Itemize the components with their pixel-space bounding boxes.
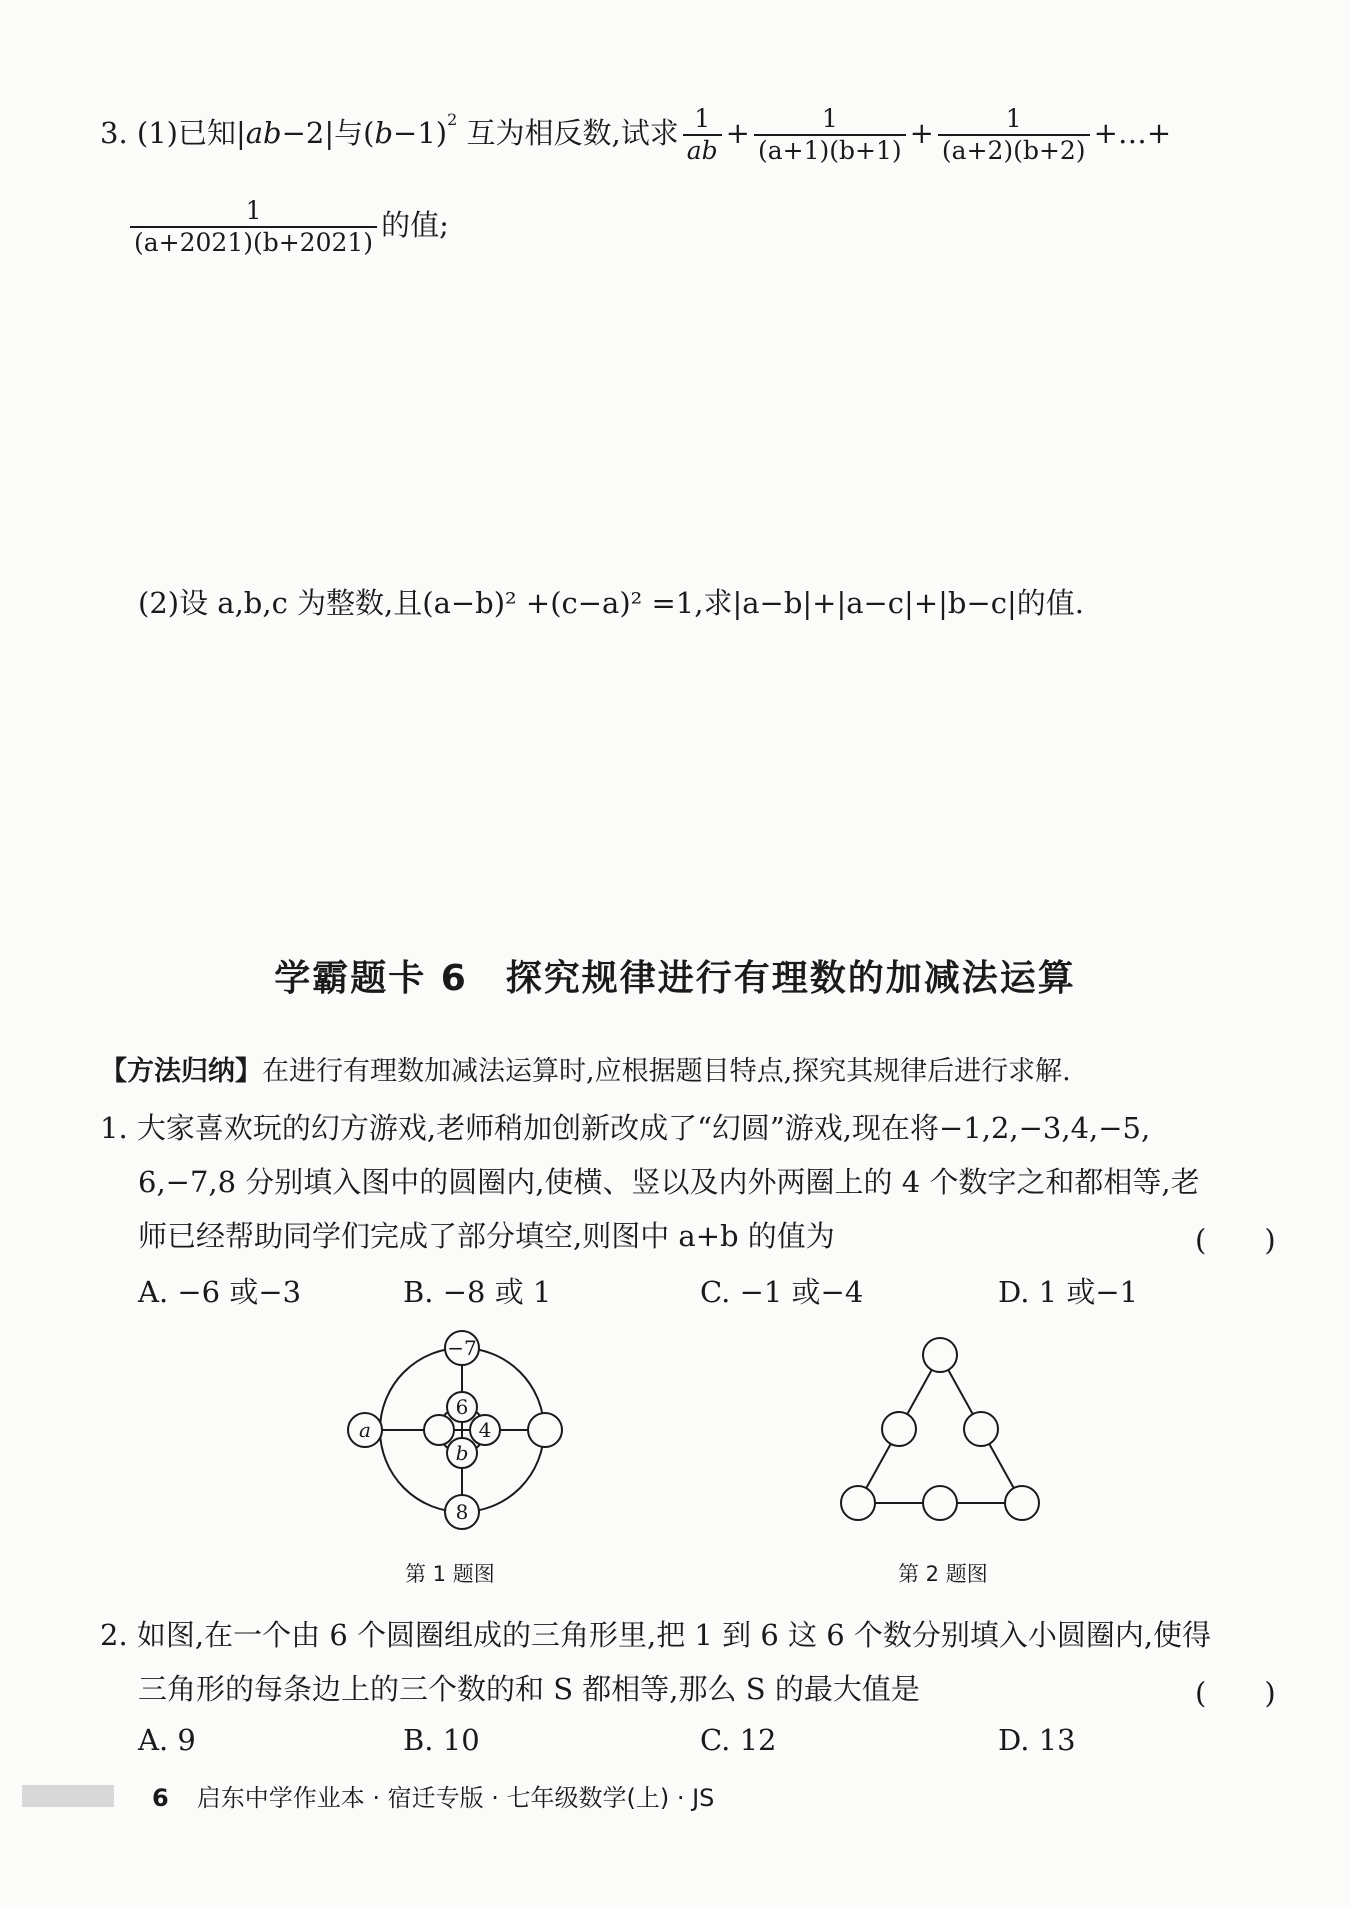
fraction-2-denominator: (a+1)(b+1) xyxy=(754,134,906,166)
method-summary xyxy=(100,1052,1071,1092)
fraction-1-denominator: ab xyxy=(683,134,722,166)
q3-prefix: 3. (1)已知| xyxy=(100,116,246,150)
circle-bottom-mid xyxy=(923,1486,957,1520)
ellipsis-sum: +…+ xyxy=(1093,116,1172,150)
fraction-1 xyxy=(683,104,722,166)
q2-line2: 三角形的每条边上的三个数的和 S 都相等,那么 S 的最大值是 xyxy=(138,1672,920,1706)
figure-1-caption: 第 1 题图 xyxy=(405,1562,495,1586)
method-text: 在进行有理数加减法运算时,应根据题目特点,探究其规律后进行求解. xyxy=(262,1056,1071,1087)
section-title: 学霸题卡 6 探究规律进行有理数的加减法运算 xyxy=(274,958,1076,999)
footer-text: 启东中学作业本 · 宿迁专版 · 七年级数学(上) · JS xyxy=(196,1784,715,1812)
fraction-4 xyxy=(130,196,377,258)
fraction-4-denominator: (a+2021)(b+2021) xyxy=(130,226,377,258)
q2-option-b: B. 10 xyxy=(403,1723,480,1757)
q3-minus1: −1) xyxy=(393,116,448,150)
q3-b: b xyxy=(374,116,394,150)
q3-line2 xyxy=(130,196,449,258)
label-bottom: 8 xyxy=(455,1500,469,1524)
page-footer xyxy=(152,1778,714,1813)
figure-2-caption: 第 2 题图 xyxy=(898,1562,988,1586)
label-inner-right: 4 xyxy=(478,1418,492,1442)
q3-ab: ab xyxy=(245,116,282,150)
circle-right-mid xyxy=(964,1412,998,1446)
circle-bottom-left xyxy=(841,1486,875,1520)
fraction-4-numerator: 1 xyxy=(245,196,262,225)
figure-2-triangle xyxy=(830,1335,1050,1530)
page-number: 6 xyxy=(152,1784,169,1812)
circle-left-mid xyxy=(882,1412,916,1446)
plus-sign: + xyxy=(725,116,750,150)
q2-answer-paren: ( ) xyxy=(1195,1676,1276,1710)
label-top: −7 xyxy=(447,1336,477,1360)
label-inner-top: 6 xyxy=(455,1395,469,1419)
fraction-3-denominator: (a+2)(b+2) xyxy=(938,134,1090,166)
q2-option-c: C. 12 xyxy=(700,1723,777,1757)
fraction-3-numerator: 1 xyxy=(1005,104,1022,133)
circle-bottom-right xyxy=(1005,1486,1039,1520)
label-inner-bottom: b xyxy=(455,1441,469,1465)
q3-square: 2 xyxy=(447,110,458,129)
fraction-2 xyxy=(754,104,906,166)
q1-option-d: D. 1 或−1 xyxy=(998,1275,1139,1309)
fraction-2-numerator: 1 xyxy=(821,104,838,133)
q3-line1 xyxy=(100,104,1171,166)
q1-answer-paren: ( ) xyxy=(1195,1223,1276,1257)
q2-line1: 2. 如图,在一个由 6 个圆圈组成的三角形里,把 1 到 6 这 6 个数分别填入小圆圈内,使得 xyxy=(100,1618,1212,1652)
node-right xyxy=(528,1413,562,1447)
q1-option-a: A. −6 或−3 xyxy=(138,1275,302,1309)
circle-top xyxy=(923,1338,957,1372)
q2-option-d: D. 13 xyxy=(998,1723,1076,1757)
q3-abs-rest: −2|与( xyxy=(281,116,375,150)
q1-option-b: B. −8 或 1 xyxy=(403,1275,552,1309)
plus-sign: + xyxy=(909,116,934,150)
q1-line3: 师已经帮助同学们完成了部分填空,则图中 a+b 的值为 xyxy=(138,1219,835,1253)
footer-decoration-bar xyxy=(22,1785,114,1807)
fraction-1-numerator: 1 xyxy=(694,104,711,133)
label-left: a xyxy=(359,1418,371,1442)
fraction-3 xyxy=(938,104,1090,166)
q2-option-a: A. 9 xyxy=(138,1723,196,1757)
figure-1-magic-circle xyxy=(340,1320,580,1540)
q3-part2: (2)设 a,b,c 为整数,且(a−b)² +(c−a)² =1,求|a−b|+|a−c|+|b−c|的值. xyxy=(138,586,1084,620)
q3-mid: 互为相反数,试求 xyxy=(457,116,679,150)
q3-suffix: 的值; xyxy=(381,208,449,242)
q1-line1: 1. 大家喜欢玩的幻方游戏,老师稍加创新改成了“幻圆”游戏,现在将−1,2,−3,4,−5, xyxy=(100,1111,1151,1145)
q1-line2: 6,−7,8 分别填入图中的圆圈内,使横、竖以及内外两圈上的 4 个数字之和都相等,老 xyxy=(138,1165,1200,1199)
node-inner-left xyxy=(424,1415,454,1445)
method-label: 【方法归纳】 xyxy=(100,1056,262,1087)
q1-option-c: C. −1 或−4 xyxy=(700,1275,864,1309)
